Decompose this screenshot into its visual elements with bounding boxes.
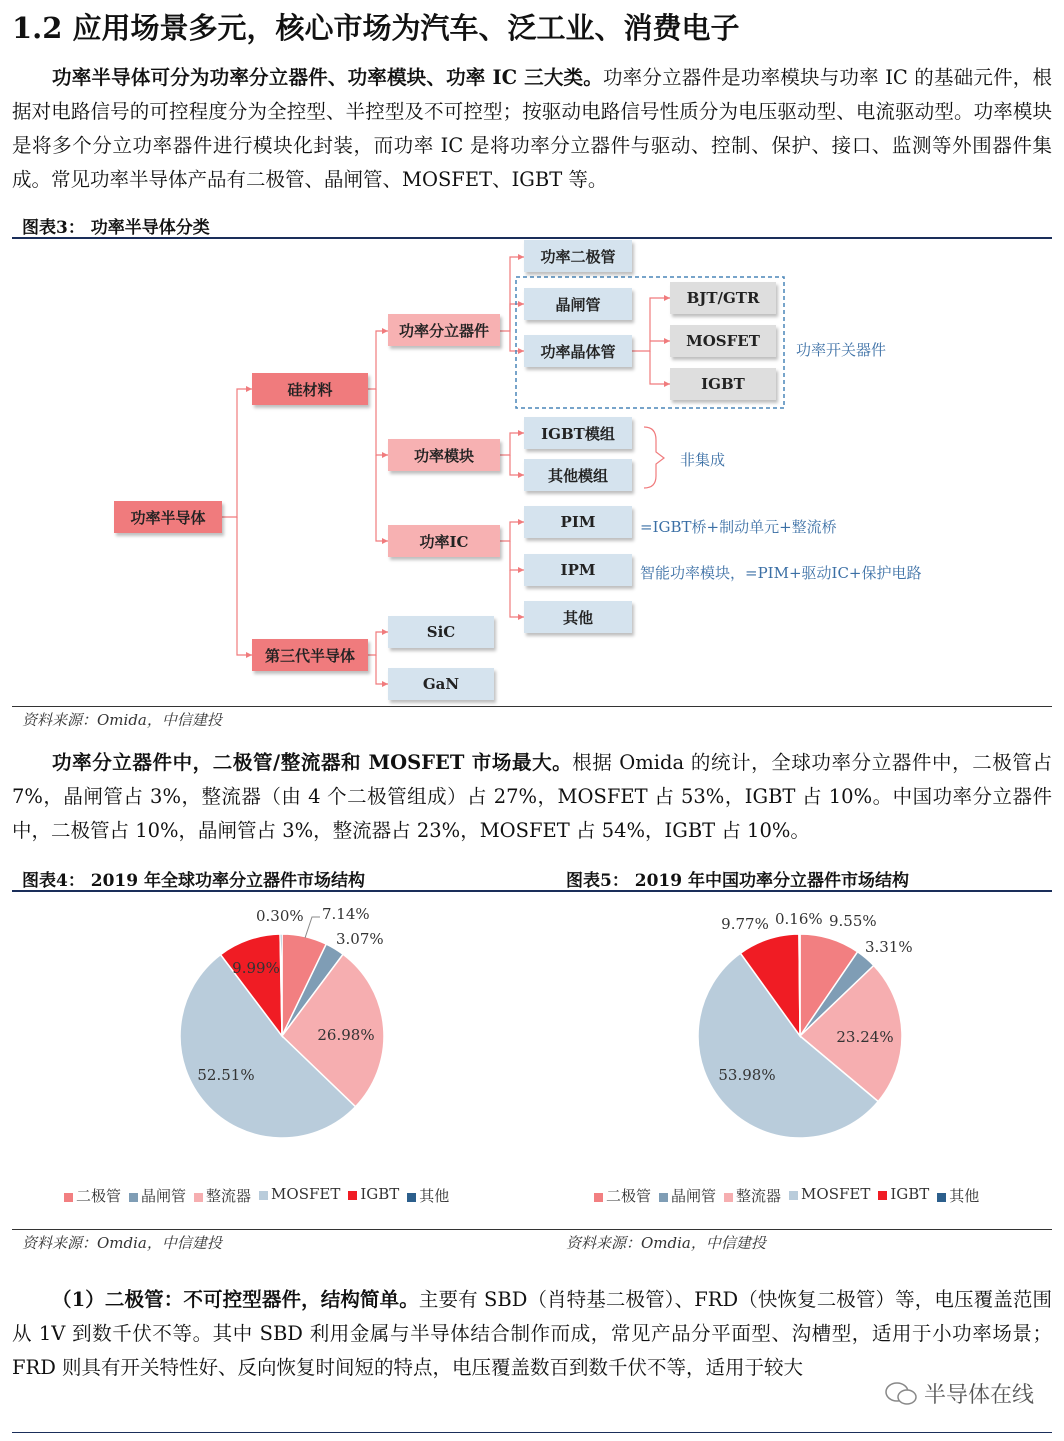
node-module: 功率模块 <box>388 439 500 471</box>
legend-swatch <box>789 1191 798 1200</box>
legend-label: 其他 <box>419 1187 450 1205</box>
pie-label-2: 23.24% <box>836 1028 894 1046</box>
legend-label: MOSFET <box>271 1185 341 1203</box>
legend-swatch <box>659 1193 668 1202</box>
pie-label-3: 53.98% <box>718 1066 776 1084</box>
legend-global <box>64 1185 449 1206</box>
pie-label-3: 52.51% <box>197 1066 255 1084</box>
legend-label: 晶闸管 <box>671 1187 717 1205</box>
pie-label-1: 3.07% <box>336 930 384 948</box>
legend-label: 其他 <box>949 1187 980 1205</box>
fig45-bottom-rule <box>12 1229 1052 1230</box>
legend-item <box>789 1185 870 1206</box>
pie-label-4: 9.99% <box>232 959 280 977</box>
pie-label-4: 9.77% <box>721 915 769 933</box>
legend-item <box>64 1185 121 1206</box>
legend-item <box>878 1185 929 1206</box>
legend-item <box>659 1185 716 1206</box>
legend-swatch <box>64 1193 73 1202</box>
pie-label-5: 0.16% <box>775 910 823 928</box>
legend-swatch <box>594 1193 603 1202</box>
diode-paragraph <box>12 1283 1052 1385</box>
legend-swatch <box>878 1191 887 1200</box>
fig4-source: 资料来源：Omdia，中信建投 <box>22 1234 222 1252</box>
fig45-top-rule <box>12 890 1052 892</box>
node-bjt: BJT/GTR <box>670 282 776 314</box>
legend-label: 晶闸管 <box>141 1187 187 1205</box>
pie-label-0: 9.55% <box>829 912 877 930</box>
node-diode: 功率二极管 <box>524 240 632 272</box>
legend-item <box>259 1185 340 1206</box>
note-non-integrated: 非集成 <box>680 451 726 469</box>
pie-label-5: 0.30% <box>256 907 304 925</box>
legend-label: MOSFET <box>801 1185 871 1203</box>
legend-label: IGBT <box>360 1185 400 1203</box>
legend-item <box>129 1185 186 1206</box>
fig3-source: 资料来源：Omida，中信建投 <box>22 711 222 729</box>
legend-swatch <box>259 1191 268 1200</box>
market-bold: 功率分立器件中，二极管/整流器和 MOSFET 市场最大。 <box>52 751 573 774</box>
legend-item <box>724 1185 781 1206</box>
market-text: 根据 Omida 的统计，全球功率分立器件中，二极管占 7%，晶闸管占 3%，整流器（由 4 个二极管组成）占 27%，MOSFET 占 53%，IGBT 占 10%。中国功率分立器件中，二极管占 10%，晶闸管占 3%，整流器占 23%，MOSFET 占 54%，IGBT 占 10%。 <box>12 751 1052 842</box>
legend-item <box>348 1185 399 1206</box>
page-bottom-rule <box>12 1432 1052 1433</box>
legend-swatch <box>937 1193 946 1202</box>
pie-label-2: 26.98% <box>317 1026 375 1044</box>
legend-label: 二极管 <box>606 1187 652 1205</box>
node-other-module: 其他模组 <box>524 459 632 491</box>
watermark <box>884 1378 1034 1409</box>
node-sic: SiC <box>388 616 494 648</box>
node-mosfet: MOSFET <box>670 325 776 357</box>
legend-label: 整流器 <box>206 1187 252 1205</box>
legend-item <box>594 1185 651 1206</box>
market-paragraph <box>12 746 1052 848</box>
node-igbt: IGBT <box>670 368 776 400</box>
pie-label-0: 7.14% <box>322 905 370 923</box>
legend-swatch <box>724 1193 733 1202</box>
legend-label: IGBT <box>890 1185 930 1203</box>
pie-leader-line <box>305 917 320 938</box>
fig5-source: 资料来源：Omdia，中信建投 <box>566 1234 766 1252</box>
diode-bold: （1）二极管：不可控型器件，结构简单。 <box>52 1288 419 1311</box>
legend-label: 二极管 <box>76 1187 122 1205</box>
section-heading: 1.2 应用场景多元，核心市场为汽车、泛工业、消费电子 <box>12 11 740 45</box>
pie-chart-global <box>150 900 430 1160</box>
node-thyristor: 晶闸管 <box>524 288 632 320</box>
note-ipm: 智能功率模块，=PIM+驱动IC+保护电路 <box>640 564 922 582</box>
node-other-ic: 其他 <box>524 601 632 633</box>
diode-text: 主要有 SBD（肖特基二极管）、FRD（快恢复二极管）等，电压覆盖范围从 1V 到数千伏不等。其中 SBD 利用金属与半导体结合制作而成，常见产品分平面型、沟槽型，适用于小功率场景；FRD 则具有开关特性好、反向恢复时间短的特点，电压覆盖数百到数千伏不等，适用于较大 <box>12 1288 1052 1379</box>
intro-text: 功率分立器件是功率模块与功率 IC 的基础元件，根据对电路信号的可控程度分为全控型、半控型及不可控型；按驱动电路信号性质分为电压驱动型、电流驱动型。功率模块是将多个分立功率器件进行模块化封装，而功率 IC 是将功率分立器件与驱动、控制、保护、接口、监测等外围器件集成。常见功率半导体产品有二极管、晶闸管、MOSFET、IGBT 等。 <box>12 66 1052 191</box>
pie-chart-china <box>665 900 945 1160</box>
node-power-semiconductor: 功率半导体 <box>114 501 222 533</box>
node-discrete: 功率分立器件 <box>388 314 500 346</box>
node-third-gen: 第三代半导体 <box>252 639 368 671</box>
note-pim: =IGBT桥+制动单元+整流桥 <box>640 518 837 536</box>
note-switch-devices: 功率开关器件 <box>796 341 887 359</box>
legend-china <box>594 1185 979 1206</box>
legend-item <box>937 1185 979 1206</box>
fig5-title: 图表5： 2019 年中国功率分立器件市场结构 <box>566 871 909 891</box>
node-pim: PIM <box>524 506 632 538</box>
wechat-icon <box>884 1381 918 1407</box>
node-ipm: IPM <box>524 554 632 586</box>
node-transistor: 功率晶体管 <box>524 335 632 367</box>
fig3-bottom-rule <box>12 706 1052 707</box>
legend-item <box>407 1185 449 1206</box>
legend-label: 整流器 <box>736 1187 782 1205</box>
node-silicon: 硅材料 <box>252 373 368 405</box>
pie-slice-5 <box>799 934 800 1036</box>
legend-swatch <box>407 1193 416 1202</box>
watermark-text: 半导体在线 <box>923 1383 1034 1408</box>
fig3-title: 图表3： 功率半导体分类 <box>22 218 210 238</box>
legend-swatch <box>194 1193 203 1202</box>
node-gan: GaN <box>388 668 494 700</box>
node-power-ic: 功率IC <box>388 525 500 557</box>
legend-item <box>194 1185 251 1206</box>
legend-swatch <box>348 1191 357 1200</box>
intro-bold: 功率半导体可分为功率分立器件、功率模块、功率 IC 三大类。 <box>52 66 603 89</box>
node-igbt-module: IGBT模组 <box>524 417 632 449</box>
pie-label-1: 3.31% <box>865 938 913 956</box>
legend-swatch <box>129 1193 138 1202</box>
fig4-title: 图表4： 2019 年全球功率分立器件市场结构 <box>22 871 365 891</box>
